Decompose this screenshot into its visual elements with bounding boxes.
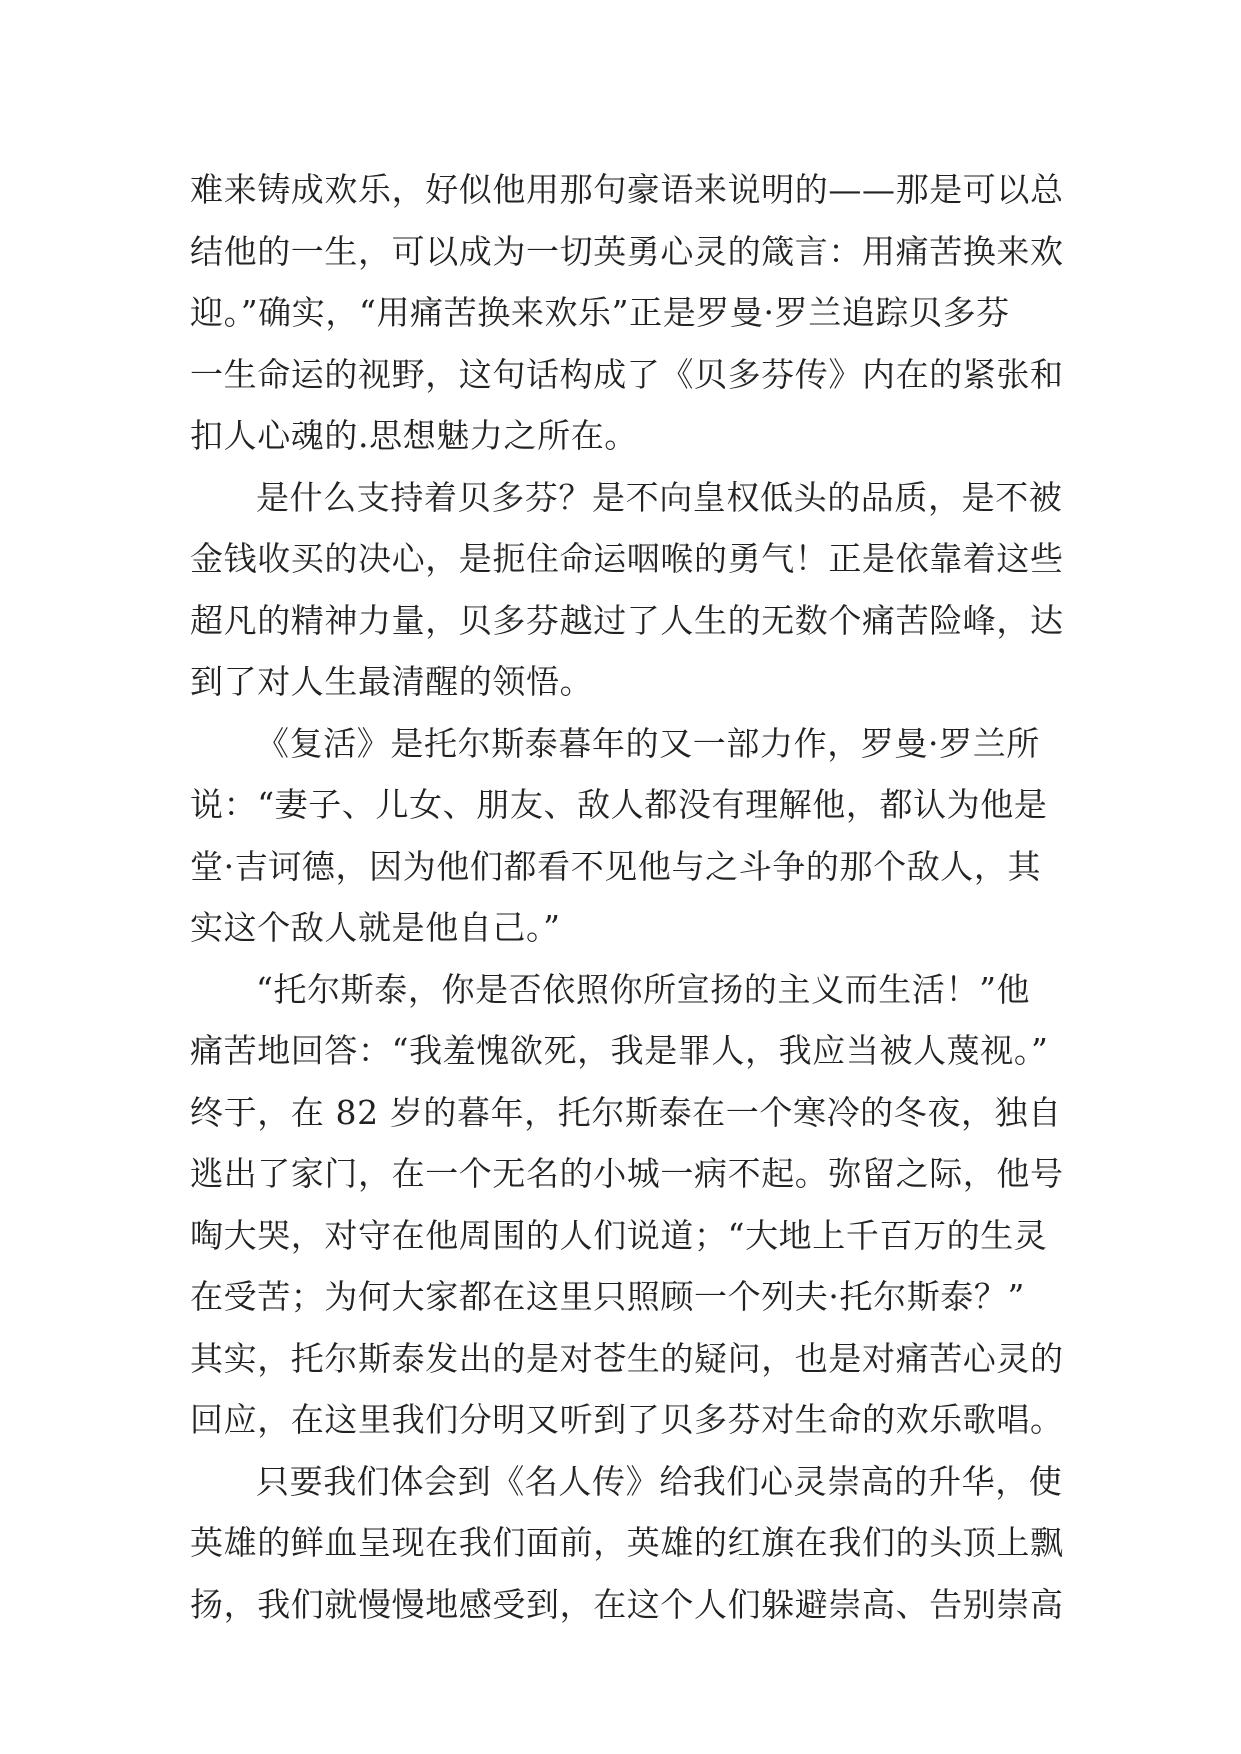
text-line: 是什么支持着贝多芬？是不向皇权低头的品质，是不被 bbox=[256, 477, 1063, 517]
text-line: “托尔斯泰，你是否依照你所宣扬的主义而生活！”他 bbox=[256, 969, 1031, 1009]
body-text bbox=[190, 159, 1064, 1635]
text-line: 其实，托尔斯泰发出的是对苍生的疑问，也是对痛苦心灵的 bbox=[190, 1338, 1064, 1378]
text-line: 说：“妻子、儿女、朋友、敌人都没有理解他，都认为他是 bbox=[190, 785, 1048, 824]
text-line: 在受苦；为何大家都在这里只照顾一个列夫·托尔斯泰？” bbox=[190, 1277, 1025, 1316]
text-line: 实这个敌人就是他自己。” bbox=[190, 908, 561, 947]
text-line: 超凡的精神力量，贝多芬越过了人生的无数个痛苦险峰，达 bbox=[190, 600, 1064, 640]
text-line: 堂·吉诃德，因为他们都看不见他与之斗争的那个敌人，其 bbox=[190, 846, 1042, 886]
text-line: 英雄的鲜血呈现在我们面前，英雄的红旗在我们的头顶上飘 bbox=[190, 1523, 1064, 1562]
text-line: 《复活》是托尔斯泰暮年的又一部力作，罗曼·罗兰所 bbox=[256, 723, 1040, 763]
paragraph bbox=[190, 1451, 1064, 1636]
text-line: 回应，在这里我们分明又听到了贝多芬对生命的欢乐歌唱。 bbox=[190, 1400, 1064, 1439]
paragraph bbox=[190, 959, 1064, 1451]
text-line: 痛苦地回答：“我羞愧欲死，我是罪人，我应当被人蔑视。” bbox=[190, 1031, 1049, 1070]
text-line: 结他的一生，可以成为一切英勇心灵的箴言：用痛苦换来欢 bbox=[190, 231, 1064, 271]
text-line: 迎。”确实，“用痛苦换来欢乐”正是罗曼·罗兰追踪贝多芬 bbox=[190, 293, 1010, 332]
text-line: 到了对人生最清醒的领悟。 bbox=[190, 662, 594, 701]
text-line: 逃出了家门，在一个无名的小城一病不起。弥留之际，他号 bbox=[190, 1154, 1064, 1193]
paragraph bbox=[190, 159, 1064, 467]
text-line: 扣人心魂的.思想魅力之所在。 bbox=[190, 416, 638, 455]
paragraph bbox=[190, 713, 1050, 959]
text-line: 只要我们体会到《名人传》给我们心灵崇高的升华，使 bbox=[256, 1461, 1063, 1501]
text-line: 啕大哭，对守在他周围的人们说道；“大地上千百万的生灵 bbox=[190, 1215, 1048, 1255]
text-line: 一生命运的视野，这句话构成了《贝多芬传》内在的紧张和 bbox=[190, 354, 1064, 394]
text-line: 难来铸成欢乐，好似他用那句豪语来说明的——那是可以总 bbox=[190, 170, 1064, 209]
paragraph bbox=[190, 467, 1064, 713]
text-line: 金钱收买的决心，是扼住命运咽喉的勇气！正是依靠着这些 bbox=[190, 539, 1064, 578]
text-line: 终于，在 82 岁的暮年，托尔斯泰在一个寒冷的冬夜，独自 bbox=[190, 1092, 1062, 1132]
text-line: 扬，我们就慢慢地感受到，在这个人们躲避崇高、告别崇高 bbox=[190, 1584, 1064, 1624]
